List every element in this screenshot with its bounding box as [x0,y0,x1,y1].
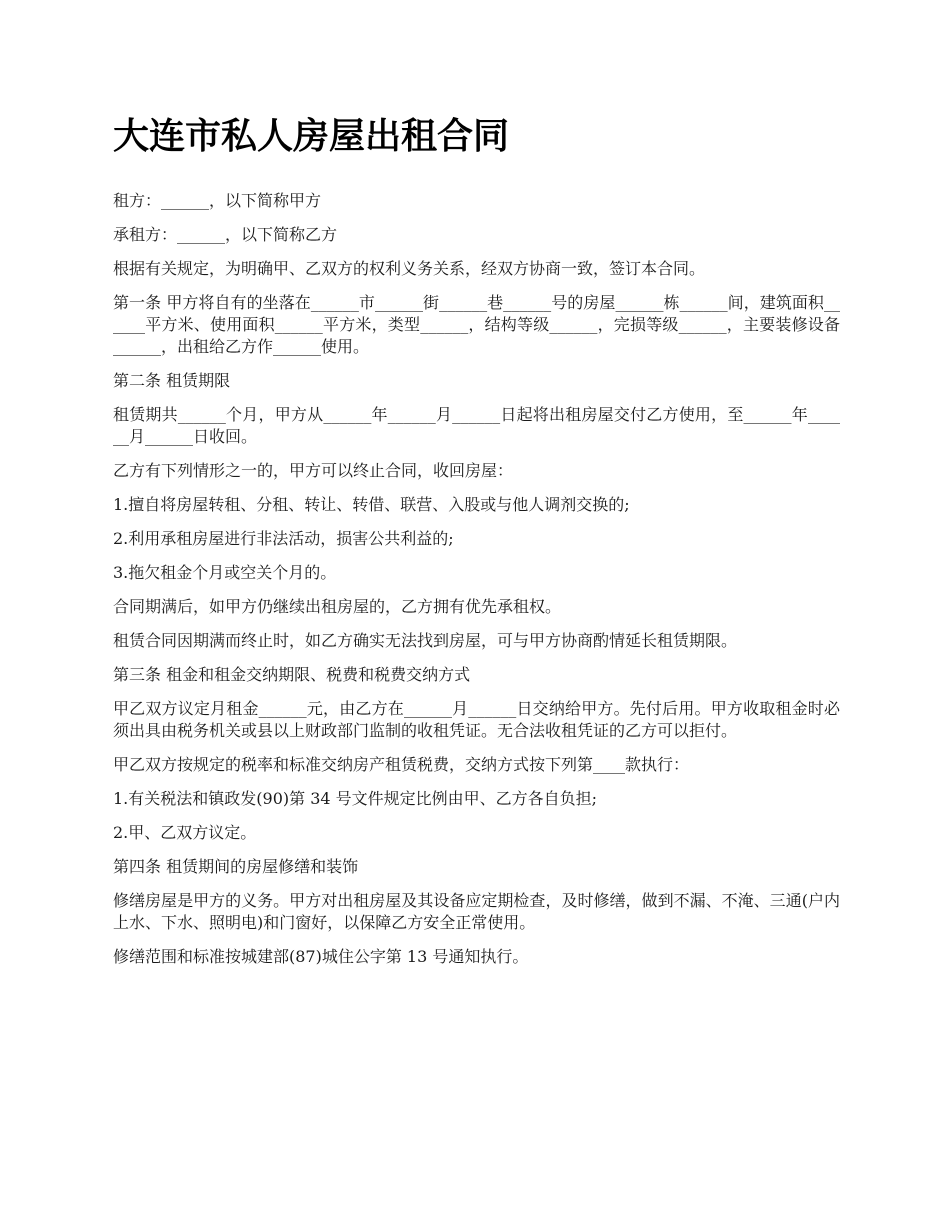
termination-item-3: 3.拖欠租金个月或空关个月的。 [113,563,337,582]
termination-item-2: 2.利用承租房屋进行非法活动，损害公共利益的; [113,529,454,548]
preamble-paragraph: 根据有关规定，为明确甲、乙双方的权利义务关系，经双方协商一致，签订本合同。 [113,259,706,278]
article-1-paragraph: 第一条 甲方将自有的坐落在______市______街______巷______号的房屋______栋______间，建筑面积______平方米、使用面积______平方米，类型______，结构等级______，完损等级______，主要装修设备______，出租给乙方作______使用。 [113,293,840,356]
lease-extension-paragraph: 租赁合同因期满而终止时，如乙方确实无法找到房屋，可与甲方协商酌情延长租赁期限。 [113,631,738,650]
termination-intro-paragraph: 乙方有下列情形之一的，甲方可以终止合同，收回房屋： [113,461,514,480]
article-2-heading: 第二条 租赁期限 [113,371,231,390]
article-3-heading: 第三条 租金和租金交纳期限、税费和税费交纳方式 [113,665,471,684]
repair-duty-paragraph: 修缮房屋是甲方的义务。甲方对出租房屋及其设备应定期检查，及时修缮，做到不漏、不淹、三通(户内上水、下水、照明电)和门窗好，以保障乙方安全正常使用。 [113,891,840,932]
rent-payment-paragraph: 甲乙双方议定月租金______元，由乙方在______月______日交纳给甲方。先付后用。甲方收取租金时必须出具由税务机关或县以上财政部门监制的收租凭证。无合法收租凭证的乙方可以拒付。 [113,699,840,740]
document-title: 大连市私人房屋出租合同 [113,115,510,157]
contract-document [113,108,840,980]
party-lessor-line: 租方：______，以下简称甲方 [113,191,322,210]
article-4-heading: 第四条 租赁期间的房屋修缮和装饰 [113,857,359,876]
tax-option-2: 2.甲、乙双方议定。 [113,823,257,842]
party-lessee-line: 承租方：______，以下简称乙方 [113,225,338,244]
lease-term-paragraph: 租赁期共______个月，甲方从______年______月______日起将出租房屋交付乙方使用，至______年______月______日收回。 [113,405,840,446]
repair-standard-paragraph: 修缮范围和标准按城建部(87)城住公字第 13 号通知执行。 [113,947,529,966]
tax-option-1: 1.有关税法和镇政发(90)第 34 号文件规定比例由甲、乙方各自负担; [113,789,598,808]
renewal-priority-paragraph: 合同期满后，如甲方仍继续出租房屋的，乙方拥有优先承租权。 [113,597,562,616]
tax-payment-paragraph: 甲乙双方按规定的税率和标准交纳房产租赁税费，交纳方式按下列第____款执行： [113,755,690,774]
termination-item-1: 1.擅自将房屋转租、分租、转让、转借、联营、入股或与他人调剂交换的; [113,495,630,514]
